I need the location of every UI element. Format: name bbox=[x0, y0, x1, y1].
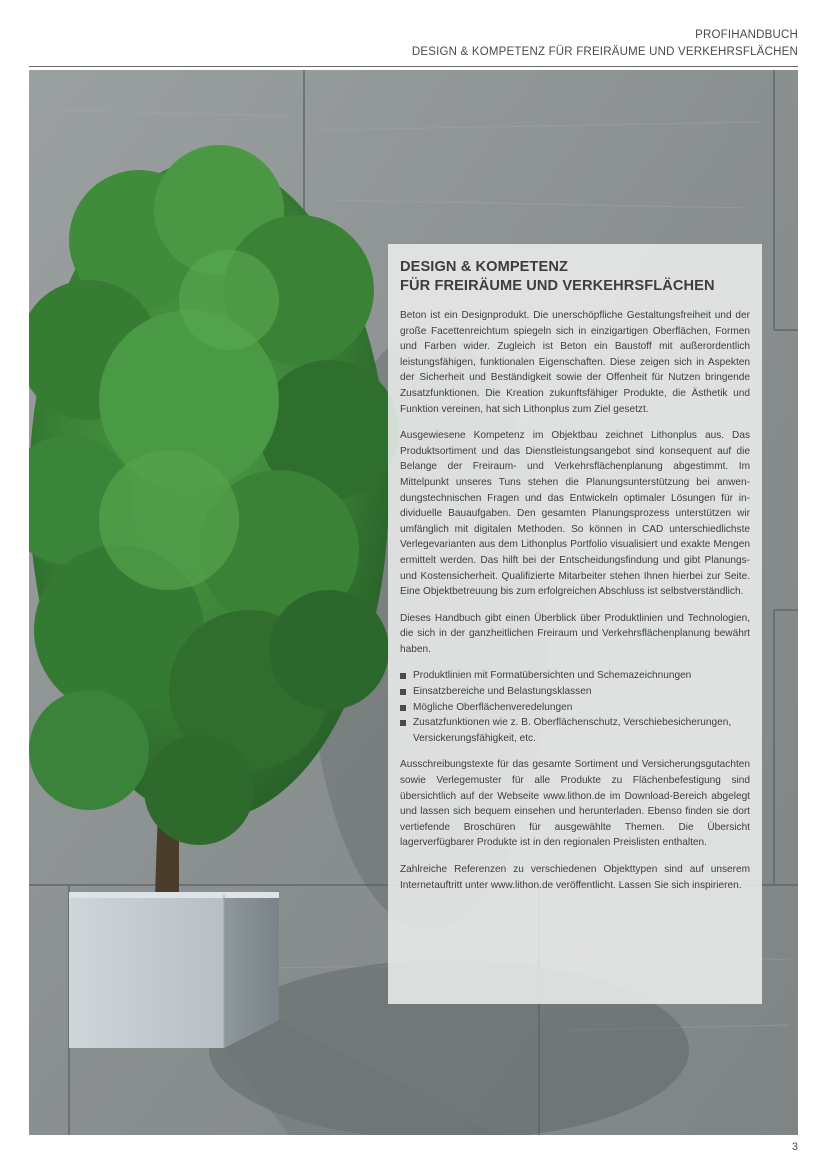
body-paragraph: Zahlreiche Referenzen zu verschiedenen Objekttypen sind auf unserem Internetauftritt unter www.lithon.de veröffentlicht. Lassen Sie sich inspirieren. bbox=[400, 864, 750, 891]
body-paragraph: Ausgewiesene Kompetenz im Objektbau zeichnet Lithonplus aus. Das Produktsortiment und das Dienstleistungsangebot sind konsequent auf die Belange der Freiraum- und Verkehrsflächenplanung abgestimmt. Im Mittelpunkt unseres Tuns stehen die Planungsunterstützung bei anwendungstechnischen Fragen und das Entwickeln optimaler Lösungen für individuelle Bauaufgaben. Den gesamten Planungsprozess unterstützen wir umfänglich mit digitalen Methoden. So können in CAD unterschiedlichste Verlegevarianten aus dem Lithonplus Portfolio visualisiert und exakte Mengen ermittelt werden. Das hilft bei der Entscheidungsfindung und gibt Planungs- und Kostensicherheit. Qualifizierte Mitarbeiter stehen Ihnen hierbei zur Seite. Eine Objektbetreuung bis zum erfolgreichen Abschluss ist selbstverständlich. bbox=[400, 430, 750, 598]
running-header bbox=[412, 27, 798, 61]
body-paragraph: Dieses Handbuch gibt einen Überblick über Produktlinien und Technologien, die sich in der ganzheitlichen Freiraum und Verkehrsflächenplanung bewährt haben. bbox=[400, 612, 750, 655]
body-paragraph: Beton ist ein Designprodukt. Die unerschöpfliche Gestaltungsfreiheit und der große Facettenreichtum spiegeln sich in einzigartigen Oberflächen, Formen und Farben wider. Zugleich ist Beton ein Baustoff mit außerordentlich leistungsfähigen, funktionalen Eigenschaften. Diese zeigen sich in Aspekten der Sicherheit und Beständigkeit sowie der Offenheit für Nutzen bringende Zusatzfunktionen. Die Kreation zukunftsfähiger Produkte, die Ästhetik und Funktion vereinen, hat sich Lithonplus zum Ziel gesetzt. bbox=[400, 310, 750, 415]
header-divider bbox=[29, 66, 798, 67]
list-item-text: Mögliche Oberflächenveredelungen bbox=[413, 701, 573, 713]
square-bullet-icon bbox=[400, 689, 406, 695]
panel-title-line-1: DESIGN & KOMPETENZ bbox=[400, 259, 569, 275]
list-item-text: Produktlinien mit Formatübersichten und Schemazeichnungen bbox=[413, 670, 692, 682]
square-bullet-icon bbox=[400, 705, 406, 711]
list-item bbox=[400, 668, 750, 684]
panel-title bbox=[400, 258, 750, 296]
header-publication-title: PROFIHANDBUCH bbox=[695, 29, 798, 41]
list-item-text: Zusatzfunktionen wie z. B. Oberflächenschutz, Verschiebesicherungen, Versickerungsfähigkeit, etc. bbox=[413, 717, 732, 744]
panel-title-line-2: FÜR FREIRÄUME UND VERKEHRSFLÄCHEN bbox=[400, 278, 715, 294]
list-item-text: Einsatzbereiche und Belastungsklassen bbox=[413, 686, 592, 698]
page-number: 3 bbox=[791, 1141, 798, 1153]
square-bullet-icon bbox=[400, 673, 406, 679]
concrete-planter bbox=[69, 890, 279, 1048]
body-paragraph: Ausschreibungstexte für das gesamte Sortiment und Versicherungsgutachten sowie Verlegemuster für alle Produkte zu Flächenbefestigung sind übersichtlich auf der Webseite www.lithon.de im Download-Bereich abgelegt und lassen sich bequem einsehen und herunterladen. Ebenso finden sie dort vertiefende Broschüren für ausgewählte Themen. Die Übersicht lagerverfügbarer Produkte ist in den regionalen Preislisten enthalten. bbox=[400, 759, 750, 849]
square-bullet-icon bbox=[400, 720, 406, 726]
list-item bbox=[400, 684, 750, 700]
header-section-title: DESIGN & KOMPETENZ FÜR FREIRÄUME UND VERKEHRSFLÄCHEN bbox=[411, 46, 798, 58]
list-item bbox=[400, 700, 750, 716]
feature-list bbox=[400, 668, 750, 746]
intro-text-panel bbox=[388, 244, 762, 1004]
list-item bbox=[400, 715, 750, 746]
